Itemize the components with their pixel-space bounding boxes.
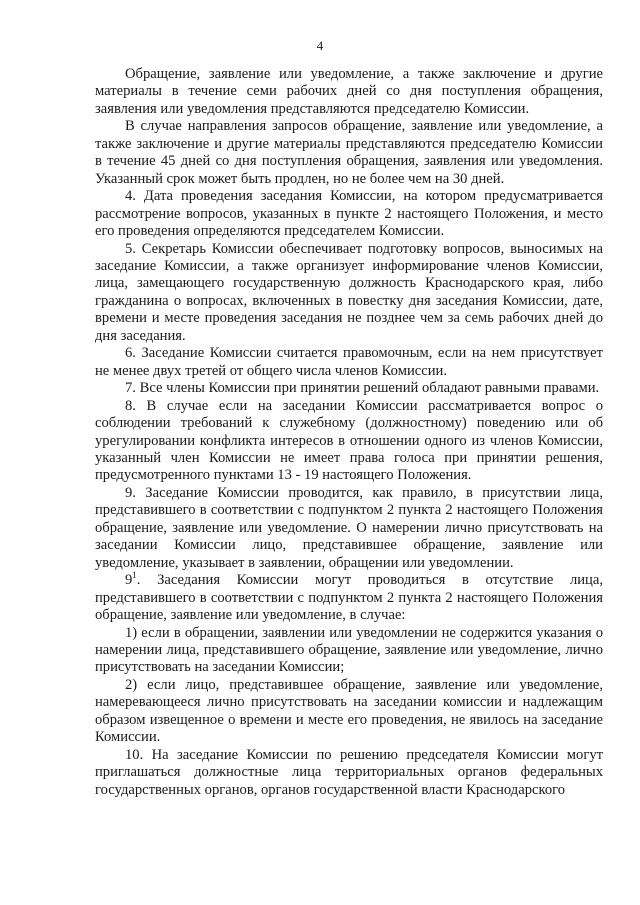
paragraph-9-1 <box>95 572 603 624</box>
paragraph: 10. На заседание Комиссии по решению председателя Комиссии могут приглашаться должностные лица территориальных органов федеральных государственных органов, органов государственной власти Краснодарского <box>95 746 603 798</box>
paragraph-superscript: 1 <box>132 570 137 581</box>
paragraph: 8. В случае если на заседании Комиссии рассматривается вопрос о соблюдении требований к служебному (должностному) поведению или об урегулировании конфликта интересов в отношении одного из членов Комиссии, указанный член Комиссии не имеет права голоса при принятии решения, предусмотренного пунктами 13 - 19 настоящего Положения. <box>95 397 603 484</box>
page-number: 4 <box>316 38 324 53</box>
paragraph-text: . Заседания Комиссии могут проводиться в отсутствие лица, представившего в соответствии с подпунктом 2 пункта 2 настоящего Положения обращение, заявление или уведомление, в случае: <box>95 572 603 624</box>
document-body <box>95 66 603 799</box>
paragraph: В случае направления запросов обращение, заявление или уведомление, а также заключение и другие материалы представляются председателю Комиссии в течение 45 дней со дня поступления обращения, заявления или уведомления. Указанный срок может быть продлен, но не более чем на 30 дней. <box>95 118 603 187</box>
paragraph: 5. Секретарь Комиссии обеспечивает подготовку вопросов, выносимых на заседание Комиссии, а также организует информирование членов Комиссии, лица, замещающего государственную должность Краснодарского края, либо гражданина о вопросах, включенных в повестку дня заседания Комиссии, дате, времени и месте проведения заседания не позднее чем за семь рабочих дней до дня заседания. <box>95 240 603 344</box>
paragraph: 1) если в обращении, заявлении или уведомлении не содержится указания о намерении лица, представившего обращение, заявление или уведомление, лично присутствовать на заседании Комиссии; <box>95 624 603 676</box>
paragraph: 6. Заседание Комиссии считается правомочным, если на нем присутствует не менее двух третей от общего числа членов Комиссии. <box>95 345 603 379</box>
paragraph: Обращение, заявление или уведомление, а также заключение и другие материалы в течение семи рабочих дней со дня поступления обращения, заявления или уведомления представляются председателю Комиссии. <box>95 66 603 117</box>
paragraph: 9. Заседание Комиссии проводится, как правило, в присутствии лица, представившего в соответствии с подпунктом 2 пункта 2 настоящего Положения обращение, заявление или уведомление. О намерении лично присутствовать на заседании Комиссии лицо, представившее обращение, заявление или уведомление, указывает в заявлении, обращении или уведомлении. <box>95 484 603 571</box>
paragraph: 4. Дата проведения заседания Комиссии, на котором предусматривается рассмотрение вопросов, указанных в пункте 2 настоящего Положения, и место его проведения определяются председателем Комиссии. <box>95 188 603 240</box>
paragraph: 7. Все члены Комиссии при принятии решений обладают равными правами. <box>125 380 600 397</box>
paragraph: 2) если лицо, представившее обращение, заявление или уведомление, намеревающееся лично присутствовать на заседании комиссии и надлежащим образом извещенное о времени и месте его проведения, не явилось на заседание Комиссии. <box>95 676 603 746</box>
paragraph-number: 9 <box>125 572 133 589</box>
